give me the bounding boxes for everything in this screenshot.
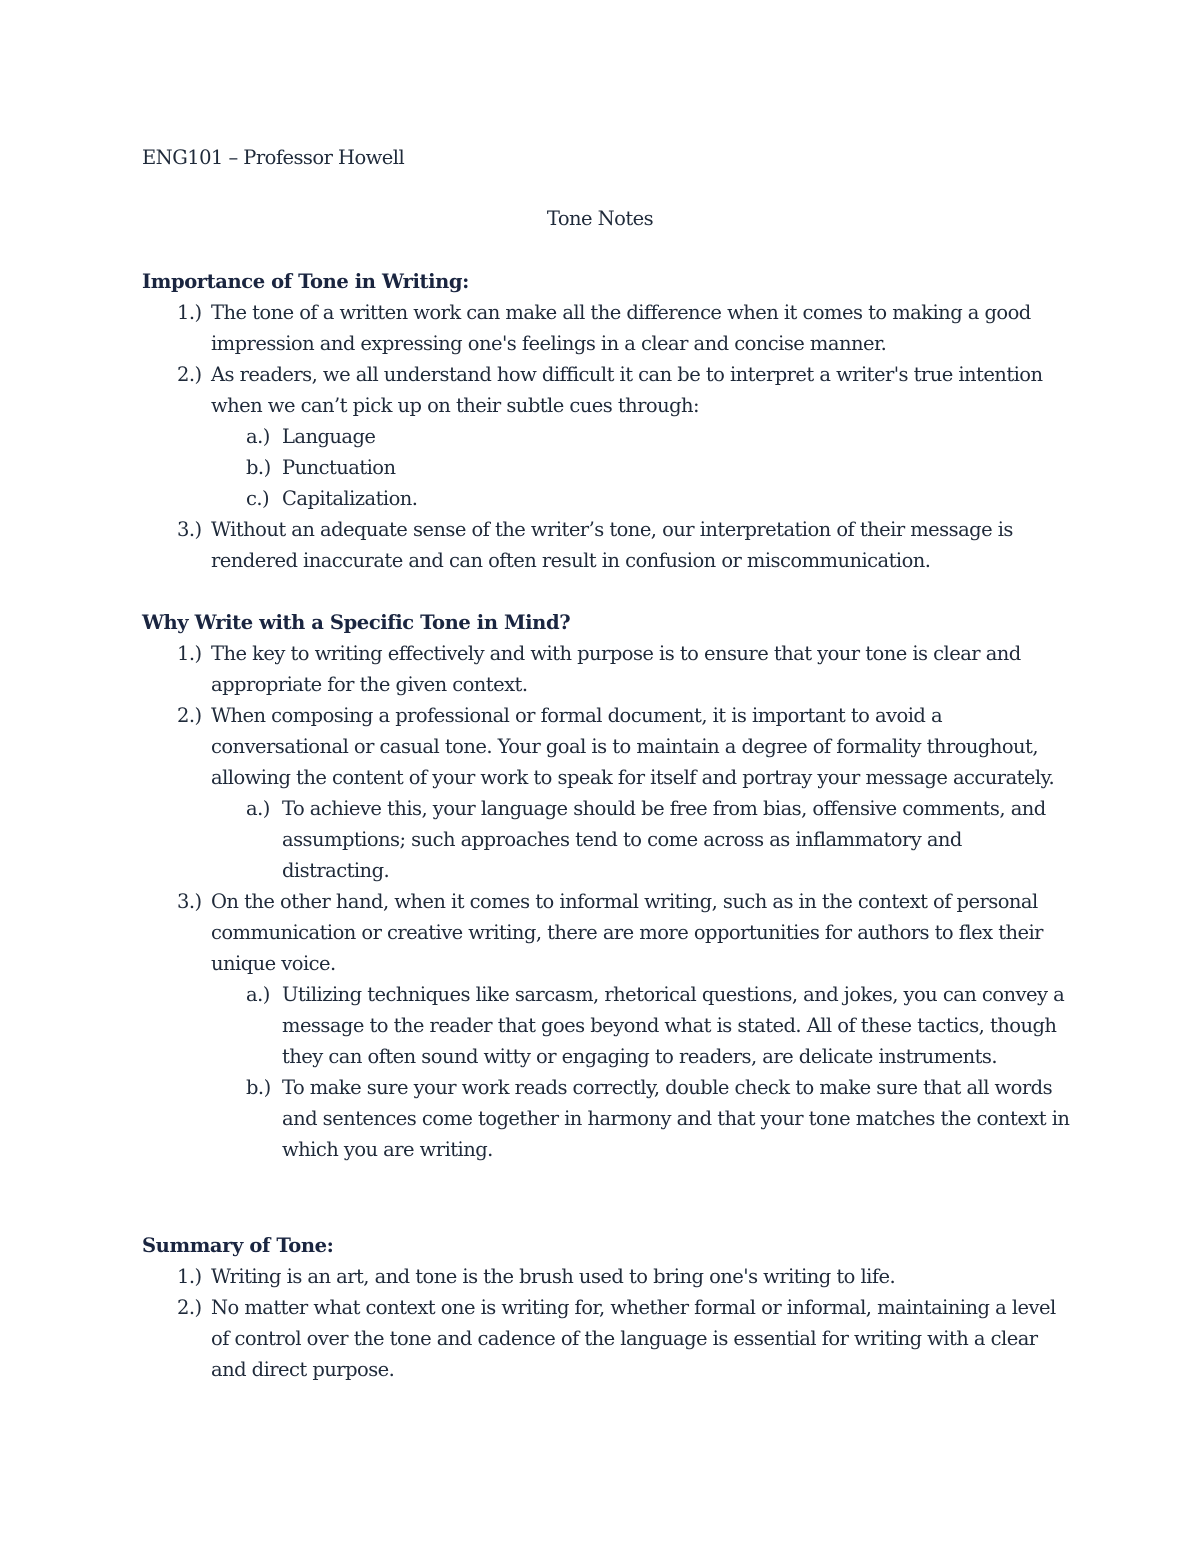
list-item <box>142 297 1070 359</box>
section-heading: Importance of Tone in Writing: <box>142 270 469 293</box>
course-header: ENG101 – Professor Howell <box>142 146 405 169</box>
section-why-write <box>142 607 1070 1165</box>
subitem-text: Utilizing techniques like sarcasm, rhetorical questions, and jokes, you can convey a message to the reader that goes beyond what is stated. All of these tactics, though they can often sound witty or engaging to readers, are delicate instruments. <box>282 983 1065 1068</box>
item-number: 2.) <box>177 363 202 386</box>
item-number: 1.) <box>177 301 202 324</box>
list-item <box>142 700 1070 793</box>
item-text: The tone of a written work can make all the difference when it comes to making a good impression and expressing one's feelings in a clear and concise manner. <box>211 301 1031 355</box>
item-number: 3.) <box>177 518 202 541</box>
list-item <box>142 638 1070 700</box>
list-item <box>142 514 1070 576</box>
subitem-text: To make sure your work reads correctly, double check to make sure that all words and sentences come together in harmony and that your tone matches the context in which you are writing. <box>282 1076 1070 1161</box>
item-text: When composing a professional or formal document, it is important to avoid a conversational or casual tone. Your goal is to maintain a degree of formality throughout, allowing the content of your work to speak for itself and portray your message accurately. <box>211 704 1055 789</box>
subitem-text: Language <box>282 425 376 448</box>
sub-list-item <box>142 979 1070 1072</box>
sub-list-item <box>142 483 1070 514</box>
document-title: Tone Notes <box>546 207 654 230</box>
sub-list-item <box>142 1072 1070 1165</box>
item-number: 3.) <box>177 890 202 913</box>
section-heading: Summary of Tone: <box>142 1234 334 1257</box>
list-item <box>142 886 1070 979</box>
section-heading: Why Write with a Specific Tone in Mind? <box>142 611 571 634</box>
item-text: Without an adequate sense of the writer’s tone, our interpretation of their message is rendered inaccurate and can often result in confusion or miscommunication. <box>211 518 1013 572</box>
item-number: 2.) <box>177 1296 202 1319</box>
list-item <box>142 1292 1070 1385</box>
item-text: The key to writing effectively and with purpose is to ensure that your tone is clear and appropriate for the given context. <box>211 642 1021 696</box>
section-importance <box>142 266 1070 576</box>
item-text: On the other hand, when it comes to informal writing, such as in the context of personal communication or creative writing, there are more opportunities for authors to flex their unique voice. <box>211 890 1043 975</box>
subitem-text: Punctuation <box>282 456 396 479</box>
section-summary <box>142 1230 1070 1385</box>
subitem-letter: a.) <box>246 425 270 448</box>
item-text: As readers, we all understand how difficult it can be to interpret a writer's true intention when we can’t pick up on their subtle cues through: <box>211 363 1043 417</box>
subitem-letter: c.) <box>246 487 270 510</box>
subitem-letter: a.) <box>246 983 270 1006</box>
item-number: 1.) <box>177 1265 202 1288</box>
subitem-text: Capitalization. <box>282 487 418 510</box>
subitem-letter: b.) <box>246 1076 271 1099</box>
item-number: 2.) <box>177 704 202 727</box>
list-item <box>142 1261 1070 1292</box>
sub-list-item <box>142 421 1070 452</box>
subitem-text: To achieve this, your language should be free from bias, offensive comments, and assumptions; such approaches tend to come across as inflammatory and distracting. <box>282 797 1046 882</box>
list-item <box>142 359 1070 421</box>
sub-list-item <box>142 452 1070 483</box>
item-text: Writing is an art, and tone is the brush used to bring one's writing to life. <box>211 1265 896 1288</box>
item-text: No matter what context one is writing for, whether formal or informal, maintaining a level of control over the tone and cadence of the language is essential for writing with a clear and direct purpose. <box>211 1296 1056 1381</box>
subitem-letter: a.) <box>246 797 270 820</box>
item-number: 1.) <box>177 642 202 665</box>
subitem-letter: b.) <box>246 456 271 479</box>
sub-list-item <box>142 793 1070 886</box>
